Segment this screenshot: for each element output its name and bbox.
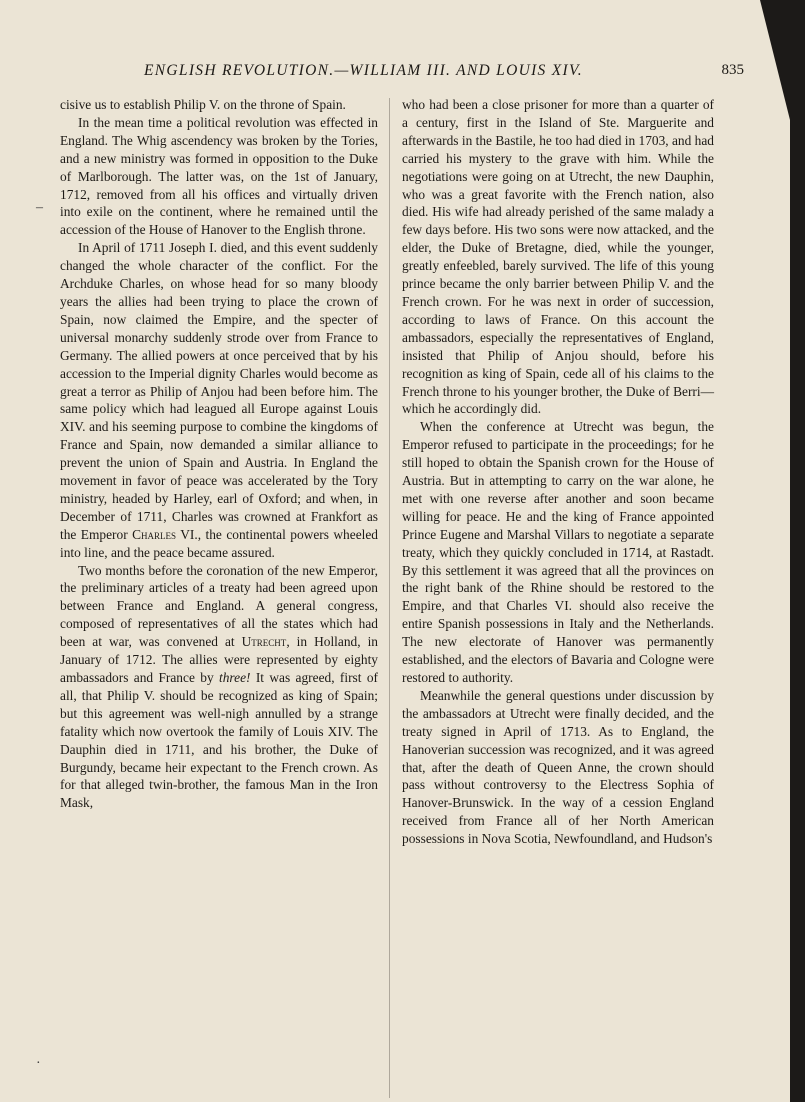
left-column xyxy=(60,96,378,812)
paragraph xyxy=(60,562,378,813)
right-column xyxy=(402,96,714,848)
text-run: Two months before the coronation of the new Emperor, the preliminary articles of a treaty had been agreed upon between France and England. A general congress, composed of representatives of all the states which had been at war, was convened at xyxy=(60,562,378,650)
text-run: , in Holland, in January of 1712. The allies were represented by eighty ambassadors and France by xyxy=(60,634,378,685)
italic-emphasis: three! xyxy=(219,670,251,685)
paragraph xyxy=(60,239,378,561)
page-header xyxy=(60,62,744,84)
column-divider xyxy=(389,98,390,1098)
paragraph: Meanwhile the general questions under discussion by the ambassadors at Utrecht were finally decided, and the treaty signed in April of 1713. As to England, the Hanoverian succession was recognized, and it was agreed that, after the death of Queen Anne, the crown should pass without controversy to the Electress Sophia of Hanover-Brunswick. In the way of a cession England received from France all of her North American possessions in Nova Scotia, Newfoundland, and Hudson's xyxy=(402,687,714,847)
small-caps-name: Charles xyxy=(132,526,177,542)
text-run: In April of 1711 Joseph I. died, and this event suddenly changed the whole character of the conflict. For the Archduke Charles, on whose head for so many bloody years the allies had been trying to place the crown of Spain, now claimed the Empire, and the specter of universal monarchy suddenly strode over from France to Germany. The allied powers at once perceived that by his accession to the Imperial dignity Charles would become as great a terror as Philip of Anjou had been before him. The same policy which had leagued all Europe against Louis XIV. and his seeming purpose to combine the kingdoms of France and Spain, now demanded a similar alliance to prevent the union of Spain and Austria. In England the movement in favor of peace was accelerated by the Tory ministry, headed by Harley, earl of Oxford; and when, in December of 1711, Charles was crowned at Frankfort as the Emperor xyxy=(60,240,378,542)
small-caps-place: Utrecht xyxy=(241,634,287,650)
page-number: 835 xyxy=(721,62,744,78)
paragraph: In the mean time a political revolution was effected in England. The Whig ascendency was broken by the Tories, and a new ministry was formed in opposition to the Duke of Marlborough. The latter was, on the 1st of January, 1712, removed from all his offices and virtually driven into exile on the continent, where he remained until the accession of the House of Hanover to the English throne. xyxy=(60,114,378,238)
text-run: VI., the continental powers wheeled into line, and the peace became assured. xyxy=(60,526,378,560)
margin-dash-mark: – xyxy=(36,200,43,215)
paragraph: who had been a close prisoner for more than a quarter of a century, first in the Island of Ste. Marguerite and afterwards in the Bastile, he too had died in 1703, and had carried his mystery to the grave with him. While the negotiations were going on at Utrecht, the new Dauphin, who was a great favorite with the French nation, also died. His wife had already perished of the same malady a few days before. His two sons were now attacked, and the elder, the Duke of Bretagne, died, while the younger, greatly enfeebled, barely survived. The life of this young prince became the only barrier between Philip V. and the French crown. For he was next in order of succession, according to laws of France. On this account the ambassadors, especially the representatives of England, insisted that Philip of Anjou should, before his recognition as king of Spain, cede all of his claims to the French throne to his younger brother, the Duke of Berri—which he accordingly did. xyxy=(402,97,714,417)
margin-dot-mark: · xyxy=(36,1056,41,1071)
text-run: It was agreed, first of all, that Philip V. should be recognized as king of Spain; but this agreement was well-nigh annulled by a strange fatality which now overtook the family of Louis XIV. The Dauphin died in 1711, and his brother, the Duke of Burgundy, became heir expectant to the French crown. As for that alleged twin-brother, the famous Man in the Iron Mask, xyxy=(60,670,378,811)
paragraph: cisive us to establish Philip V. on the throne of Spain. xyxy=(60,97,346,112)
running-title: ENGLISH REVOLUTION.—WILLIAM III. AND LOUIS XIV. xyxy=(144,62,583,79)
page-corner-shadow xyxy=(760,0,790,120)
paragraph: When the conference at Utrecht was begun, the Emperor refused to participate in the proceedings; for he still hoped to obtain the Spanish crown for the House of Austria. But in attempting to carry on the war alone, he met with one reverse after another and soon became willing for peace. He and the king of France appointed Prince Eugene and Marshal Villars to negotiate a separate treaty, which they quickly concluded in 1714, at Rastadt. By this settlement it was agreed that all the provinces on the right bank of the Rhine should be restored to the Empire, and that Charles VI. should also receive the entire Spanish possessions in Italy and the Netherlands. The new electorate of Hanover was permanently established, and the electors of Bavaria and Cologne were restored to authority. xyxy=(402,419,714,685)
